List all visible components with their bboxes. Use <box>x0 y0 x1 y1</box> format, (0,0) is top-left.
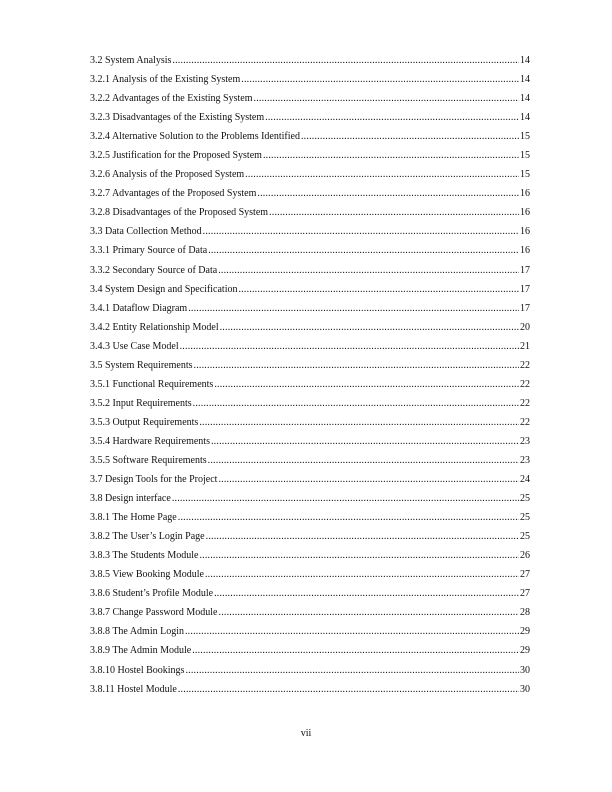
toc-entry-page: 29 <box>520 626 530 638</box>
toc-entry[interactable] <box>90 356 530 375</box>
toc-entry[interactable] <box>90 527 530 546</box>
toc-entry[interactable] <box>90 299 530 318</box>
toc-entry[interactable] <box>90 203 530 222</box>
toc-entry[interactable] <box>90 241 530 260</box>
dot-leader <box>180 337 519 356</box>
toc-entry-page: 22 <box>520 359 530 371</box>
toc-entry-page: 16 <box>520 207 530 219</box>
toc-entry-title: 3.8.5 View Booking Module <box>90 569 204 581</box>
dot-leader <box>194 356 520 375</box>
toc-entry[interactable] <box>90 222 530 241</box>
toc-entry[interactable] <box>90 641 530 660</box>
toc-entry-title: 3.2.3 Disadvantages of the Existing System <box>90 112 265 124</box>
toc-entry[interactable] <box>90 337 530 356</box>
toc-entry-page: 27 <box>520 569 530 581</box>
toc-entry-title: 3.8.1 The Home Page <box>90 512 177 524</box>
toc-entry-page: 29 <box>520 645 530 657</box>
dot-leader <box>214 584 519 603</box>
toc-entry-title: 3.8.7 Change Password Module <box>90 607 218 619</box>
toc-entry-title: 3.5.4 Hardware Requirements <box>90 435 210 447</box>
toc-entry-title: 3.4.1 Dataflow Diagram <box>90 302 188 314</box>
toc-entry[interactable] <box>90 184 530 203</box>
toc-entry-page: 14 <box>520 112 530 124</box>
toc-entry-page: 16 <box>520 245 530 257</box>
toc-entry[interactable] <box>90 89 530 108</box>
toc-entry[interactable] <box>90 565 530 584</box>
toc-entry-page: 22 <box>520 416 530 428</box>
dot-leader <box>241 70 519 89</box>
toc-entry[interactable] <box>90 165 530 184</box>
dot-leader <box>172 51 519 70</box>
toc-entry[interactable] <box>90 318 530 337</box>
toc-entry-page: 14 <box>520 74 530 86</box>
toc-entry-title: 3.2.4 Alternative Solution to the Problems Identified <box>90 131 300 143</box>
toc-entry[interactable] <box>90 470 530 489</box>
dot-leader <box>263 146 519 165</box>
toc-entry-page: 20 <box>520 321 530 333</box>
dot-leader <box>211 432 519 451</box>
toc-entry-page: 25 <box>520 512 530 524</box>
toc-entry[interactable] <box>90 146 530 165</box>
toc-entry[interactable] <box>90 375 530 394</box>
dot-leader <box>245 165 519 184</box>
toc-entry-title: 3.5 System Requirements <box>90 359 193 371</box>
toc-entry-page: 26 <box>520 550 530 562</box>
dot-leader <box>205 565 519 584</box>
toc-entry[interactable] <box>90 280 530 299</box>
toc-entry-page: 14 <box>520 55 530 66</box>
dot-leader <box>206 527 519 546</box>
toc-entry-title: 3.5.5 Software Requirements <box>90 454 207 466</box>
toc-entry-page: 14 <box>520 93 530 105</box>
toc-entry-page: 15 <box>520 169 530 181</box>
toc-entry[interactable] <box>90 451 530 470</box>
toc-entry-title: 3.2.8 Disadvantages of the Proposed System <box>90 207 269 219</box>
toc-entry-page: 15 <box>520 131 530 143</box>
toc-entry[interactable] <box>90 413 530 432</box>
toc-entry[interactable] <box>90 70 530 89</box>
toc-entry-page: 22 <box>520 397 530 409</box>
dot-leader <box>218 470 519 489</box>
dot-leader <box>257 184 519 203</box>
toc-entry[interactable] <box>90 261 530 280</box>
dot-leader <box>208 241 519 260</box>
toc-entry-title: 3.5.2 Input Requirements <box>90 397 192 409</box>
toc-entry-title: 3.3.2 Secondary Source of Data <box>90 264 218 276</box>
dot-leader <box>203 222 519 241</box>
toc-entry-title: 3.7 Design Tools for the Project <box>90 474 218 486</box>
dot-leader <box>199 413 519 432</box>
toc-entry-title: 3.8.11 Hostel Module <box>90 683 177 695</box>
toc-entry-title: 3.4 System Design and Specification <box>90 283 238 295</box>
toc-entry-title: 3.2.1 Analysis of the Existing System <box>90 74 241 86</box>
toc-entry[interactable] <box>90 508 530 527</box>
toc-entry-title: 3.4.2 Entity Relationship Model <box>90 321 219 333</box>
toc-entry[interactable] <box>90 108 530 127</box>
toc-entry-title: 3.8.6 Student’s Profile Module <box>90 588 214 600</box>
toc-entry-page: 22 <box>520 378 530 390</box>
dot-leader <box>193 394 519 413</box>
toc-entry-page: 17 <box>520 264 530 276</box>
toc-entry-page: 16 <box>520 188 530 200</box>
toc-entry-title: 3.5.1 Functional Requirements <box>90 378 214 390</box>
dot-leader <box>185 661 519 680</box>
toc-entry[interactable] <box>90 127 530 146</box>
toc-entry-title: 3.8.9 The Admin Module <box>90 645 192 657</box>
dot-leader <box>218 261 519 280</box>
toc-entry-page: 17 <box>520 283 530 295</box>
toc-entry-title: 3.3.1 Primary Source of Data <box>90 245 208 257</box>
toc-entry-title: 3.2 System Analysis <box>90 55 172 66</box>
dot-leader <box>214 375 519 394</box>
toc-entry-title: 3.3 Data Collection Method <box>90 226 202 238</box>
dot-leader <box>238 280 519 299</box>
toc-entry-title: 3.8.10 Hostel Bookings <box>90 664 185 676</box>
dot-leader <box>178 680 519 699</box>
toc-entry-page: 23 <box>520 454 530 466</box>
toc-entry[interactable] <box>90 394 530 413</box>
toc-entry-page: 28 <box>520 607 530 619</box>
dot-leader <box>208 451 519 470</box>
dot-leader <box>188 299 519 318</box>
toc-entry[interactable] <box>90 584 530 603</box>
dot-leader <box>219 603 520 622</box>
toc-entry-page: 27 <box>520 588 530 600</box>
dot-leader <box>254 89 520 108</box>
toc-entry[interactable] <box>90 432 530 451</box>
dot-leader <box>265 108 519 127</box>
toc-entry[interactable] <box>90 51 530 70</box>
toc-entry-page: 23 <box>520 435 530 447</box>
dot-leader <box>185 622 519 641</box>
toc-entry-page: 16 <box>520 226 530 238</box>
toc-entry[interactable] <box>90 603 530 622</box>
toc-entry[interactable] <box>90 661 530 680</box>
toc-entry-title: 3.8.8 The Admin Login <box>90 626 184 638</box>
toc-entry-title: 3.2.2 Advantages of the Existing System <box>90 93 253 105</box>
toc-entry-page: 25 <box>520 493 530 505</box>
toc-entry[interactable] <box>90 489 530 508</box>
dot-leader <box>192 641 519 660</box>
toc-entry[interactable] <box>90 622 530 641</box>
dot-leader <box>172 489 519 508</box>
page-number: vii <box>300 728 312 739</box>
toc-entry-title: 3.2.5 Justification for the Proposed System <box>90 150 262 162</box>
toc-entry-title: 3.2.6 Analysis of the Proposed System <box>90 169 245 181</box>
dot-leader <box>199 546 519 565</box>
toc-entry-page: 24 <box>520 474 530 486</box>
table-of-contents <box>90 51 530 699</box>
dot-leader <box>301 127 519 146</box>
toc-entry-title: 3.2.7 Advantages of the Proposed System <box>90 188 257 200</box>
toc-entry-title: 3.8.3 The Students Module <box>90 550 199 562</box>
toc-entry-page: 25 <box>520 531 530 543</box>
toc-entry[interactable] <box>90 680 530 699</box>
dot-leader <box>178 508 519 527</box>
toc-entry-title: 3.8 Design interface <box>90 493 171 505</box>
toc-entry-page: 17 <box>520 302 530 314</box>
toc-entry-page: 21 <box>520 340 530 352</box>
toc-entry-title: 3.4.3 Use Case Model <box>90 340 179 352</box>
toc-entry[interactable] <box>90 546 530 565</box>
toc-entry-page: 30 <box>520 683 530 695</box>
dot-leader <box>220 318 519 337</box>
toc-entry-title: 3.8.2 The User’s Login Page <box>90 531 205 543</box>
toc-entry-page: 15 <box>520 150 530 162</box>
dot-leader <box>269 203 519 222</box>
toc-entry-page: 30 <box>520 664 530 676</box>
toc-entry-title: 3.5.3 Output Requirements <box>90 416 199 428</box>
